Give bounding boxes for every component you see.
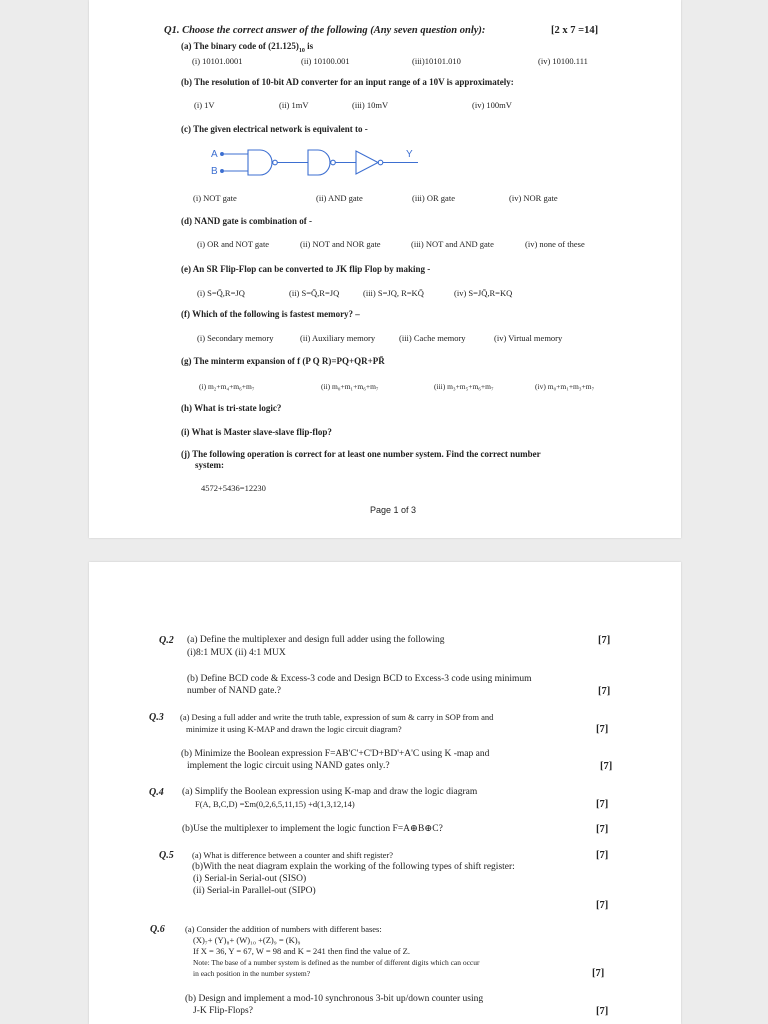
q1-title: Q1. Choose the correct answer of the following (Any seven question only): xyxy=(164,25,486,36)
q1b-question: (b) The resolution of 10-bit AD converter for an input range of a 10V is approximately: xyxy=(181,77,514,87)
q6a-line4: Note: The base of a number system is defined as the number of different digits which can occur xyxy=(193,958,480,967)
q2a-line1: (a) Define the multiplexer and design full adder using the following xyxy=(187,635,445,645)
q6a-line2: (X)₇+ (Y)₈+ (W)₁₀ +(Z)₉ = (K)₉ xyxy=(193,935,301,945)
q1e-option-1: (i) S=Q̄,R=JQ xyxy=(197,288,245,298)
q1d-option-2: (ii) NOT and NOR gate xyxy=(300,239,381,249)
output-y-label: Y xyxy=(406,149,413,160)
q6-label: Q.6 xyxy=(150,924,165,935)
q3b-line2: implement the logic circuit using NAND gates only.? xyxy=(187,761,390,771)
q1d-option-3: (iii) NOT and AND gate xyxy=(411,239,494,249)
q1e-option-2: (ii) S=Q̄,R=JQ xyxy=(289,288,340,298)
q1e-option-3: (iii) S=JQ, R=KQ̄ xyxy=(363,288,424,298)
q1b-option-4: (iv) 100mV xyxy=(472,100,512,110)
q1c-option-1: (i) NOT gate xyxy=(193,193,237,203)
q1j-question-line1: (j) The following operation is correct for at least one number system. Find the correct number xyxy=(181,449,541,459)
q4b-line1: (b)Use the multiplexer to implement the logic function F=A⊕B⊕C? xyxy=(182,824,443,834)
exam-page-1 xyxy=(89,0,681,538)
q2-label: Q.2 xyxy=(159,635,174,646)
q1b-option-3: (iii) 10mV xyxy=(352,100,389,110)
q1a-option-1: (i) 10101.0001 xyxy=(192,56,243,66)
q5-marks: [7] xyxy=(596,900,609,911)
q3b-line1: (b) Minimize the Boolean expression F=AB'C'+C'D+BD'+A'C using K -map and xyxy=(181,749,490,759)
q1c-option-3: (iii) OR gate xyxy=(412,193,455,203)
q3-label: Q.3 xyxy=(149,712,164,723)
q5-line4: (ii) Serial-in Parallel-out (SIPO) xyxy=(193,886,316,896)
q1f-option-3: (iii) Cache memory xyxy=(399,333,466,343)
q5-line1: (a) What is difference between a counter and shift register? xyxy=(192,850,393,860)
q6a-marks: [7] xyxy=(592,968,605,979)
q2b-line2: number of NAND gate.? xyxy=(187,686,281,696)
q1g-option-4: (iv) m₀+m₁+m₃+m₇ xyxy=(535,382,595,391)
q6b-line2: J-K Flip-Flops? xyxy=(193,1006,253,1016)
q6a-line1: (a) Consider the addition of numbers with different bases: xyxy=(185,924,382,934)
q4a-line1: (a) Simplify the Boolean expression using K-map and draw the logic diagram xyxy=(182,787,478,797)
q1c-question: (c) The given electrical network is equivalent to - xyxy=(181,124,368,134)
q1d-option-4: (iv) none of these xyxy=(525,239,585,249)
q5-line1-marks: [7] xyxy=(596,850,609,861)
q1g-option-1: (i) m₂+m₄+m₆+m₇ xyxy=(199,382,255,391)
q1f-option-2: (ii) Auxiliary memory xyxy=(300,333,376,343)
q6a-line5: in each position in the number system? xyxy=(193,969,311,978)
q6a-line3: If X = 36, Y = 67, W = 98 and K = 241 then find the value of Z. xyxy=(193,946,410,956)
q1g-question: (g) The minterm expansion of f (P Q R)=PQ+QR+PR̄ xyxy=(181,356,385,366)
input-a-label: A xyxy=(211,149,218,160)
q1f-option-4: (iv) Virtual memory xyxy=(494,333,563,343)
q1a-question: (a) The binary code of $(21.125)_{10}$ is xyxy=(181,41,314,54)
q1a-option-3: (iii)10101.010 xyxy=(412,56,461,66)
q1e-question: (e) An SR Flip-Flop can be converted to JK flip Flop by making - xyxy=(181,264,431,274)
q1a-option-4: (iv) 10100.111 xyxy=(538,56,588,66)
q5-label: Q.5 xyxy=(159,850,174,861)
q1j-question-line2: system: xyxy=(195,460,224,470)
q1d-question: (d) NAND gate is combination of - xyxy=(181,216,312,226)
q1d-option-1: (i) OR and NOT gate xyxy=(197,239,270,249)
q1h-question: (h) What is tri-state logic? xyxy=(181,403,282,413)
q2a-line2: (i)8:1 MUX (ii) 4:1 MUX xyxy=(187,648,286,658)
q6b-marks: [7] xyxy=(596,1006,609,1017)
q2a-marks: [7] xyxy=(598,635,611,646)
q4a-line2: F(A, B,C,D) =Σm(0,2,6,5,11,15) +d(1,3,12,14) xyxy=(195,799,355,809)
q2b-line1: (b) Define BCD code & Excess-3 code and Design BCD to Excess-3 code using minimum xyxy=(187,674,532,684)
q1j-expression: 4572+5436=12230 xyxy=(201,483,266,493)
input-b-label: B xyxy=(211,166,218,177)
q2b-marks: [7] xyxy=(598,686,611,697)
q1g-option-3: (iii) m₃+m₅+m₆+m₇ xyxy=(434,382,494,391)
q1f-question: (f) Which of the following is fastest memory? – xyxy=(181,309,360,319)
page-footer: Page 1 of 3 xyxy=(370,505,417,515)
q1b-option-1: (i) 1V xyxy=(194,100,215,110)
q1i-question: (i) What is Master slave-slave flip-flop? xyxy=(181,427,332,437)
q4b-marks: [7] xyxy=(596,824,609,835)
q4a-marks: [7] xyxy=(596,799,609,810)
q3a-line2: minimize it using K-MAP and drawn the logic circuit diagram? xyxy=(186,724,402,734)
q1f-option-1: (i) Secondary memory xyxy=(197,333,274,343)
q3a-line1: (a) Desing a full adder and write the truth table, expression of sum & carry in SOP from and xyxy=(180,712,494,722)
q1-marks: [2 x 7 =14] xyxy=(551,25,599,36)
q1g-option-2: (ii) m₀+m₁+m₆+m₇ xyxy=(321,382,379,391)
q1e-option-4: (iv) S=JQ̄,R=KQ xyxy=(454,288,513,298)
q3b-marks: [7] xyxy=(600,761,613,772)
q1c-option-4: (iv) NOR gate xyxy=(509,193,558,203)
q5-line3: (i) Serial-in Serial-out (SISO) xyxy=(193,874,307,884)
q1a-option-2: (ii) 10100.001 xyxy=(301,56,350,66)
exam-page-2 xyxy=(89,562,681,1024)
logic-gate-diagram xyxy=(208,144,428,184)
q6b-line1: (b) Design and implement a mod-10 synchronous 3-bit up/down counter using xyxy=(185,994,484,1004)
q1c-option-2: (ii) AND gate xyxy=(316,193,363,203)
q4-label: Q.4 xyxy=(149,787,164,798)
q1b-option-2: (ii) 1mV xyxy=(279,100,309,110)
q3a-marks: [7] xyxy=(596,724,609,735)
q5-line2: (b)With the neat diagram explain the working of the following types of shift register: xyxy=(192,862,515,872)
